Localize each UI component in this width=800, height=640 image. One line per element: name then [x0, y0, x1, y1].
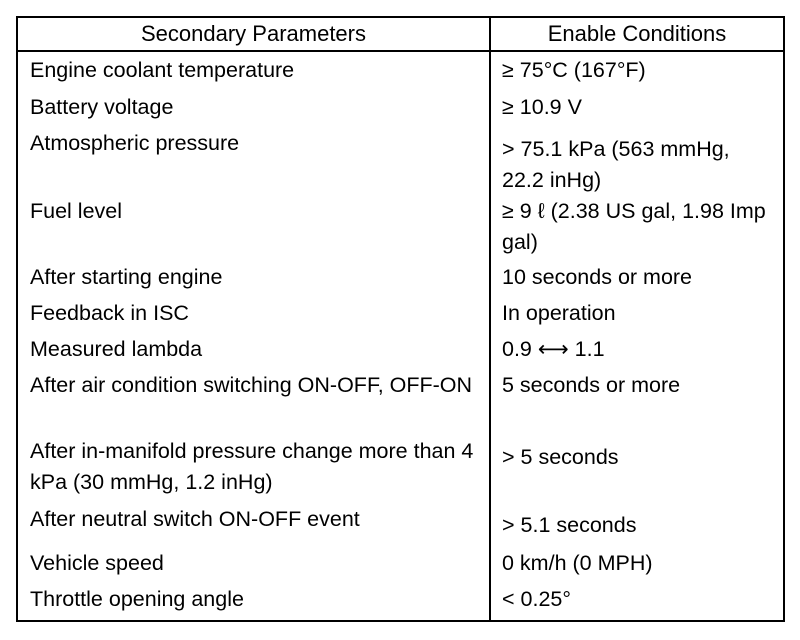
parameter-cell: Throttle opening angle — [17, 584, 490, 621]
parameter-cell: Vehicle speed — [17, 548, 490, 584]
enable-conditions-table — [16, 16, 785, 622]
parameter-cell: Atmospheric pressure — [17, 128, 490, 196]
table-row — [17, 584, 784, 621]
parameter-cell: After in-manifold pressure change more than 4 kPa (30 mmHg, 1.2 inHg) — [17, 436, 490, 504]
table-row — [17, 504, 784, 547]
table-row — [17, 436, 784, 504]
table-row — [17, 128, 784, 196]
parameter-cell: After starting engine — [17, 262, 490, 298]
condition-cell: ≥ 75°C (167°F) — [490, 51, 784, 92]
condition-cell: 10 seconds or more — [490, 262, 784, 298]
parameter-cell: After neutral switch ON-OFF event — [17, 504, 490, 547]
parameter-cell: Battery voltage — [17, 92, 490, 128]
parameter-cell: Fuel level — [17, 196, 490, 262]
table-row — [17, 262, 784, 298]
header-secondary-parameters: Secondary Parameters — [17, 17, 490, 51]
condition-cell: < 0.25° — [490, 584, 784, 621]
table-header-row — [17, 17, 784, 51]
condition-cell: > 75.1 kPa (563 mmHg, 22.2 inHg) — [490, 128, 784, 196]
condition-cell: ≥ 10.9 V — [490, 92, 784, 128]
table-row — [17, 298, 784, 334]
parameter-cell: Feedback in ISC — [17, 298, 490, 334]
condition-cell: ≥ 9 ℓ (2.38 US gal, 1.98 Imp gal) — [490, 196, 784, 262]
parameter-cell: Measured lambda — [17, 334, 490, 370]
table-row — [17, 196, 784, 262]
header-enable-conditions: Enable Conditions — [490, 17, 784, 51]
table-row — [17, 92, 784, 128]
table-row — [17, 370, 784, 436]
table-row — [17, 334, 784, 370]
table-row — [17, 51, 784, 92]
condition-cell: In operation — [490, 298, 784, 334]
condition-cell: 0 km/h (0 MPH) — [490, 548, 784, 584]
parameter-cell: After air condition switching ON-OFF, OFF-ON — [17, 370, 490, 436]
condition-cell: 5 seconds or more — [490, 370, 784, 436]
parameter-cell: Engine coolant temperature — [17, 51, 490, 92]
table-row — [17, 548, 784, 584]
condition-cell: 0.9 ⟷ 1.1 — [490, 334, 784, 370]
condition-cell: > 5 seconds — [490, 436, 784, 504]
condition-cell: > 5.1 seconds — [490, 504, 784, 547]
